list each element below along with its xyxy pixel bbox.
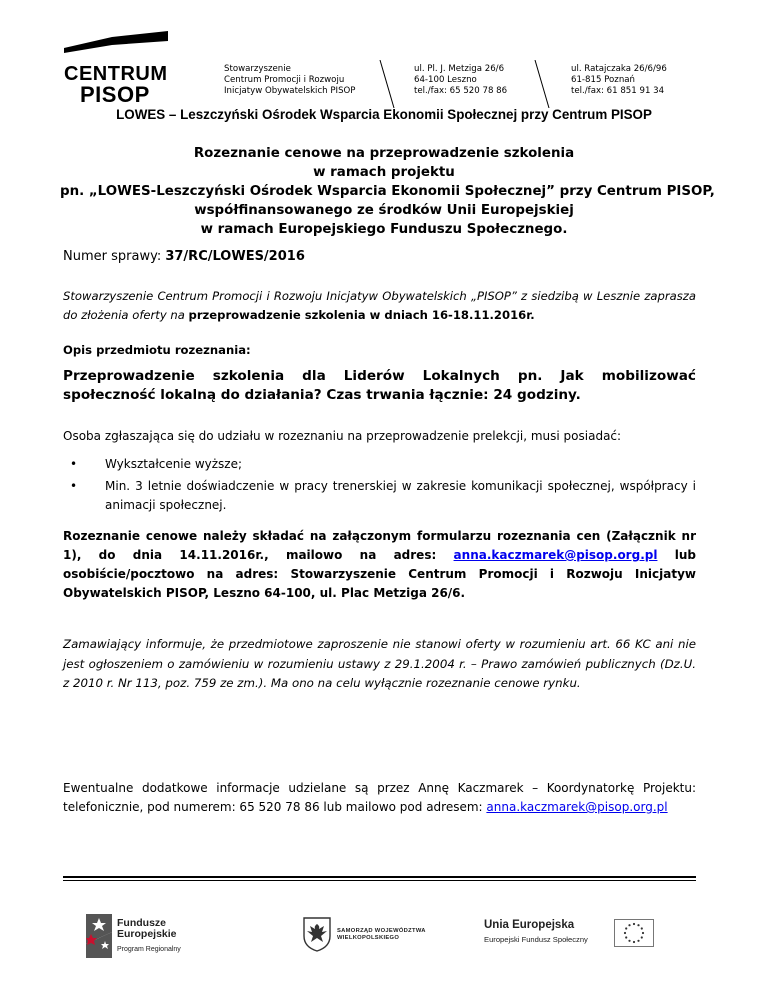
eu-star-icon <box>633 923 635 925</box>
eu-flag-icon <box>614 919 654 947</box>
title-line: Rozeznanie cenowe na przeprowadzenie szkolenia <box>193 146 575 161</box>
program-regionalny-text: Program Regionalny <box>117 946 181 953</box>
title-line: w ramach Europejskiego Funduszu Społecznego. <box>200 222 568 237</box>
eu-star-icon <box>641 927 643 929</box>
list-item-text: Wykształcenie wyższe; <box>105 457 243 471</box>
fe-line: Europejskie <box>117 928 177 940</box>
email-link[interactable]: anna.kaczmarek@pisop.org.pl <box>486 800 668 814</box>
requirements-list <box>63 455 696 518</box>
header-address-line: ul. Pl. J. Metziga 26/6 <box>414 64 505 74</box>
eu-star-icon <box>624 932 626 934</box>
header-poznan-address <box>571 64 667 97</box>
subject-label: Opis przedmiotu rozeznania: <box>63 343 251 357</box>
fundusze-europejskie-text <box>117 918 177 940</box>
case-number-label: Numer sprawy: <box>63 249 166 264</box>
requirements-intro: Osoba zgłaszająca się do udziału w rozeznaniu na przeprowadzenie prelekcji, musi posiadać: <box>63 429 622 443</box>
eu-star-icon <box>628 924 630 926</box>
submission-text: Rozeznanie cenowe należy składać na załączonym formularzu rozeznania cen (Załącznik nr 1), do dnia 14.11.2016r., mailowo na adres: <box>63 529 696 562</box>
intro-text: Stowarzyszenie Centrum Promocji i Rozwoju Inicjatyw Obywatelskich „PISOP” z siedzibą w Lesznie zaprasza do złożenia oferty na <box>63 289 696 322</box>
list-item <box>63 455 696 474</box>
submission-paragraph <box>63 527 696 603</box>
case-number-value: 37/RC/LOWES/2016 <box>165 249 305 264</box>
header-address-line: ul. Ratajczaka 26/6/96 <box>571 64 667 74</box>
header-org-line: Stowarzyszenie <box>224 64 291 74</box>
pisop-logo-mark <box>64 31 168 53</box>
footer-divider <box>63 880 696 881</box>
logo-text-centrum: CENTRUM <box>64 63 168 85</box>
header-org-line: Centrum Promocji i Rozwoju <box>224 75 345 85</box>
header-separator <box>376 60 398 108</box>
email-link[interactable]: anna.kaczmarek@pisop.org.pl <box>453 548 658 562</box>
samorzad-wojewodztwa-text <box>337 928 426 942</box>
header-leszno-address <box>414 64 507 97</box>
eu-star-icon <box>628 940 630 942</box>
header-org-line: Inicjatyw Obywatelskich PISOP <box>224 86 356 96</box>
submission-text: lub osobiście/pocztowo na adres: Stowarzyszenie Centrum Promocji i Rozwoju Inicjatyw Obywatelskich PISOP, Leszno 64-100, ul. Plac Metziga 26/6. <box>63 548 696 600</box>
document-title <box>60 144 715 239</box>
eu-star-icon <box>642 932 644 934</box>
bullet-icon: • <box>70 479 78 493</box>
fundusze-europejskie-logo-icon <box>86 914 112 958</box>
lowes-title: LOWES – Leszczyński Ośrodek Wsparcia Ekonomii Społecznej przy Centrum PISOP <box>116 107 652 122</box>
eu-star-icon <box>641 936 643 938</box>
case-number <box>63 249 305 264</box>
list-item-text: Min. 3 letnie doświadczenie w pracy trenerskiej w zakresie komunikacji społecznej, współpracy i animacji społecznej. <box>105 479 696 512</box>
eu-star-icon <box>637 924 639 926</box>
intro-bold: przeprowadzenie szkolenia w dniach 16-18.11.2016r. <box>188 308 535 322</box>
subject-description: Przeprowadzenie szkolenia dla Liderów Lokalnych pn. Jak mobilizować społeczność lokalną do działania? Czas trwania łącznie: 24 godziny. <box>63 368 696 403</box>
disclaimer-paragraph: Zamawiający informuje, że przedmiotowe zaproszenie nie stanowi oferty w rozumieniu art. 66 KC ani nie jest ogłoszeniem o zamówieniu w rozumieniu ustawy z 29.1.2004 r. – Prawo zamówień publicznych (Dz.U. z 2010 r. Nr 113, poz. 759 ze zm.). Ma ono na celu wyłącznie rozeznanie cenowe rynku. <box>63 637 696 690</box>
unia-europejska-title: Unia Europejska <box>484 919 575 931</box>
title-line: w ramach projektu <box>313 165 455 180</box>
list-item <box>63 477 696 515</box>
eu-star-icon <box>625 927 627 929</box>
contact-text: Ewentualne dodatkowe informacje udzielane są przez Annę Kaczmarek – Koordynatorkę Projektu: telefonicznie, pod numerem: 65 520 78 86 lub mailowo pod adresem: <box>63 781 696 814</box>
efs-subtitle: Europejski Fundusz Społeczny <box>484 935 588 944</box>
title-line: współfinansowanego ze środków Unii Europejskiej <box>194 203 574 218</box>
header-address-line: 64-100 Leszno <box>414 75 477 85</box>
footer-divider <box>63 876 696 878</box>
header-address-line: tel./fax: 65 520 78 86 <box>414 86 508 96</box>
intro-paragraph <box>63 287 696 325</box>
sw-line: SAMORZĄD WOJEWÓDZTWA <box>337 928 426 934</box>
header-address-line: 61-815 Poznań <box>571 75 635 85</box>
header-address-line: tel./fax: 61 851 91 34 <box>571 86 665 96</box>
sw-line: WIELKOPOLSKIEGO <box>337 935 400 941</box>
title-line: pn. „LOWES-Leszczyński Ośrodek Wsparcia Ekonomii Społecznej” przy Centrum PISOP, <box>60 184 715 199</box>
eu-star-icon <box>625 936 627 938</box>
eu-star-icon <box>633 941 635 943</box>
wielkopolska-eagle-coat-of-arms-icon <box>302 916 332 952</box>
fe-line: Fundusze <box>117 917 166 929</box>
logo-text-pisop: PISOP <box>80 82 150 107</box>
contact-paragraph <box>63 779 696 817</box>
eu-star-icon <box>637 940 639 942</box>
header-separator <box>531 60 553 108</box>
bullet-icon: • <box>70 457 78 471</box>
header-org-name <box>224 64 355 97</box>
